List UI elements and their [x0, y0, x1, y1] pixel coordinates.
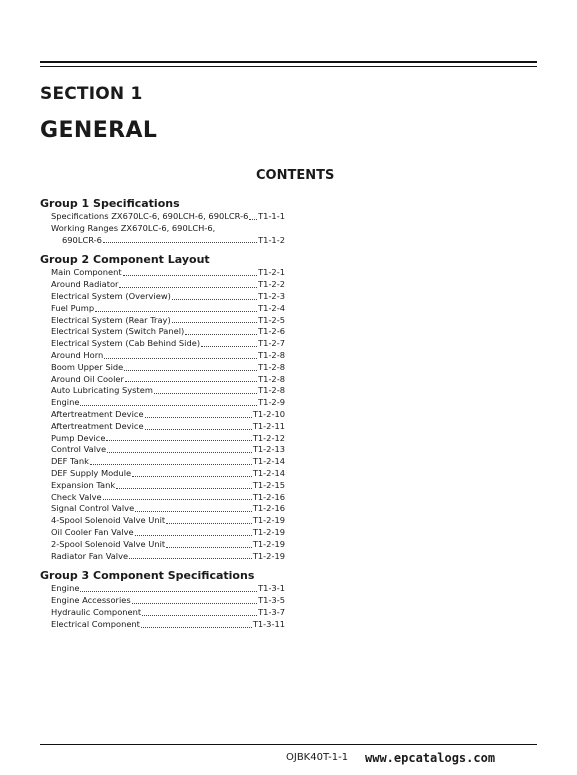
- toc-leader-dots: [154, 393, 257, 394]
- toc-entry[interactable]: [40, 211, 285, 223]
- toc-leader-dots: [107, 452, 252, 453]
- toc-leader-dots: [80, 405, 257, 406]
- toc-entry[interactable]: [40, 362, 285, 374]
- toc-leader-dots: [129, 558, 252, 559]
- toc-entry-page: T1-2-19: [252, 515, 285, 526]
- toc-entry-title: Around Horn: [51, 349, 104, 360]
- toc-entry-title: Engine Accessories: [51, 595, 131, 606]
- toc-entry-title: 4-Spool Solenoid Valve Unit: [51, 515, 166, 526]
- toc-entry[interactable]: [40, 480, 285, 492]
- header-rule-thin: [40, 66, 537, 67]
- toc-entry-page: T1-2-15: [252, 479, 285, 490]
- toc-leader-dots: [95, 311, 257, 312]
- toc-entry[interactable]: [40, 607, 285, 619]
- toc-entry-title: Expansion Tank: [51, 479, 116, 490]
- toc-entry-page: T1-2-3: [258, 290, 285, 301]
- toc-entry-title: Check Valve: [51, 491, 102, 502]
- toc-leader-dots: [166, 523, 252, 524]
- toc-leader-dots: [123, 275, 257, 276]
- toc-entry[interactable]: [40, 291, 285, 303]
- toc-entry[interactable]: [40, 338, 285, 350]
- toc-leader-dots: [132, 603, 257, 604]
- toc-entry-page: T1-2-1: [258, 267, 285, 278]
- toc-entry-title: 2-Spool Solenoid Valve Unit: [51, 538, 166, 549]
- toc-entry[interactable]: [40, 515, 285, 527]
- toc-leader-dots: [145, 417, 252, 418]
- toc-entry[interactable]: [40, 315, 285, 327]
- toc-leader-dots: [145, 429, 252, 430]
- toc-entry-page: T1-1-1: [258, 211, 285, 221]
- toc-leader-dots: [103, 499, 252, 500]
- toc-entry[interactable]: [40, 235, 285, 247]
- toc-entry-title: Around Oil Cooler: [51, 373, 124, 384]
- toc-entry-title: DEF Tank: [51, 456, 89, 467]
- toc-leader-dots: [172, 322, 257, 323]
- toc-entry-title: Pump Device: [51, 432, 106, 443]
- toc-leader-dots: [119, 287, 257, 288]
- toc-entry-page: T1-2-19: [252, 526, 285, 537]
- toc-entry[interactable]: [40, 303, 285, 315]
- toc-entry-title: Signal Control Valve: [51, 503, 135, 514]
- toc-entry[interactable]: [40, 409, 285, 421]
- toc-entry-page: T1-2-12: [252, 432, 285, 443]
- toc-entry-title-line1: Working Ranges ZX670LC-6, 690LCH-6,: [51, 222, 216, 233]
- toc-entry[interactable]: [40, 583, 285, 595]
- footer-rule: [40, 744, 537, 745]
- toc-entry-page: T1-2-13: [252, 444, 285, 455]
- toc-entry-title: Aftertreatment Device: [51, 408, 144, 419]
- toc-leader-dots: [116, 488, 252, 489]
- toc-entry[interactable]: [40, 421, 285, 433]
- toc-leader-dots: [103, 242, 257, 243]
- toc-entry-page: T1-2-14: [252, 467, 285, 478]
- toc-leader-dots: [80, 591, 257, 592]
- toc-leader-dots: [185, 334, 257, 335]
- toc-entry-title: Aftertreatment Device: [51, 420, 144, 431]
- toc-leader-dots: [166, 547, 252, 548]
- toc-entry-title: Engine: [51, 397, 80, 408]
- toc-entry[interactable]: [40, 527, 285, 539]
- toc-entry-page: T1-3-11: [252, 618, 285, 629]
- toc-group-title: Group 2 Component Layout: [40, 253, 210, 267]
- toc-entry-title: Electrical System (Rear Tray): [51, 314, 171, 325]
- toc-entry-title: Control Valve: [51, 444, 107, 455]
- toc-entry-page: T1-3-1: [258, 583, 285, 594]
- toc-leader-dots: [141, 627, 252, 628]
- toc-entry[interactable]: [40, 397, 285, 409]
- toc-leader-dots: [132, 476, 252, 477]
- toc-entry[interactable]: [40, 267, 285, 279]
- toc-entry-page: T1-2-10: [252, 408, 285, 419]
- toc-entry[interactable]: [40, 595, 285, 607]
- toc-entry[interactable]: [40, 326, 285, 338]
- toc-leader-dots: [90, 464, 252, 465]
- table-of-contents: [40, 196, 285, 637]
- toc-leader-dots: [124, 370, 257, 371]
- toc-entry[interactable]: [40, 468, 285, 480]
- toc-entry[interactable]: [40, 433, 285, 445]
- toc-entry-title: Electrical System (Switch Panel): [51, 326, 185, 337]
- toc-entry[interactable]: [40, 374, 285, 386]
- toc-entry-page: T1-1-2: [258, 234, 285, 245]
- toc-group: [40, 252, 285, 562]
- toc-leader-dots: [142, 615, 257, 616]
- toc-group-title: Group 1 Specifications: [40, 197, 180, 210]
- toc-entry[interactable]: [40, 539, 285, 551]
- toc-entry-page: T1-2-8: [258, 385, 285, 396]
- toc-entry[interactable]: [40, 551, 285, 563]
- toc-leader-dots: [106, 440, 251, 441]
- toc-entry-page: T1-3-7: [258, 606, 285, 617]
- toc-leader-dots: [125, 381, 257, 382]
- toc-entry-title: Specifications ZX670LC-6, 690LCH-6, 690LCR-6: [51, 211, 249, 221]
- toc-entry-title: Boom Upper Side: [51, 361, 124, 372]
- header-rule-thick: [40, 61, 537, 63]
- toc-entry[interactable]: [40, 619, 285, 631]
- toc-entry-page: T1-2-6: [258, 326, 285, 337]
- toc-entry[interactable]: [40, 444, 285, 456]
- toc-entry-title: Hydraulic Component: [51, 606, 142, 617]
- footer-page-code: OJBK40T-1-1: [286, 752, 349, 763]
- toc-entry-title: Engine: [51, 583, 80, 594]
- toc-entry-page: T1-2-16: [252, 503, 285, 514]
- toc-entry-title: Main Component: [51, 267, 122, 278]
- toc-entry[interactable]: [40, 385, 285, 397]
- toc-entry[interactable]: [40, 279, 285, 291]
- toc-entry-page: T1-2-4: [258, 302, 285, 313]
- toc-entry-page: T1-2-2: [258, 279, 285, 290]
- toc-entry-title: Auto Lubricating System: [51, 385, 153, 396]
- toc-leader-dots: [135, 535, 252, 536]
- section-label: SECTION 1: [40, 84, 143, 104]
- toc-leader-dots: [172, 299, 257, 300]
- toc-group: [40, 568, 285, 630]
- toc-entry-page: T1-3-5: [258, 595, 285, 606]
- toc-entry-page: T1-2-9: [258, 397, 285, 408]
- toc-entry[interactable]: [40, 492, 285, 504]
- toc-entry-title: 690LCR-6: [62, 234, 102, 245]
- toc-entry-title: Fuel Pump: [51, 302, 95, 313]
- toc-entry-page: T1-2-8: [258, 349, 285, 360]
- toc-entry-title: Electrical Component: [51, 618, 140, 629]
- toc-entry-page: T1-2-16: [252, 491, 285, 502]
- toc-entry-title: Electrical System (Cab Behind Side): [51, 338, 201, 349]
- toc-leader-dots: [201, 346, 257, 347]
- toc-entry[interactable]: [40, 456, 285, 468]
- toc-entry-page: T1-2-19: [252, 550, 285, 561]
- toc-entry-page: T1-2-8: [258, 361, 285, 372]
- toc-entry-title: Radiator Fan Valve: [51, 550, 129, 561]
- toc-entry-title: DEF Supply Module: [51, 467, 132, 478]
- toc-entry-page: T1-2-14: [252, 456, 285, 467]
- toc-entry-page: T1-2-7: [258, 338, 285, 349]
- toc-entry-title: Oil Cooler Fan Valve: [51, 526, 134, 537]
- toc-entry-title: Around Radiator: [51, 279, 119, 290]
- toc-group: [40, 196, 285, 246]
- toc-entry[interactable]: [40, 503, 285, 515]
- contents-title: CONTENTS: [256, 168, 335, 183]
- section-title: GENERAL: [40, 118, 158, 143]
- toc-leader-dots: [249, 219, 257, 220]
- toc-group-title: Group 3 Component Specifications: [40, 569, 255, 583]
- toc-leader-dots: [135, 511, 252, 512]
- toc-entry-page: T1-2-8: [258, 373, 285, 384]
- toc-leader-dots: [104, 358, 257, 359]
- toc-entry[interactable]: [40, 350, 285, 362]
- toc-entry-page: T1-2-19: [252, 538, 285, 549]
- footer-url[interactable]: www.epcatalogs.com: [365, 751, 496, 765]
- toc-entry-page: T1-2-5: [258, 314, 285, 325]
- toc-entry-page: T1-2-11: [252, 420, 285, 431]
- toc-entry-title: Electrical System (Overview): [51, 290, 171, 301]
